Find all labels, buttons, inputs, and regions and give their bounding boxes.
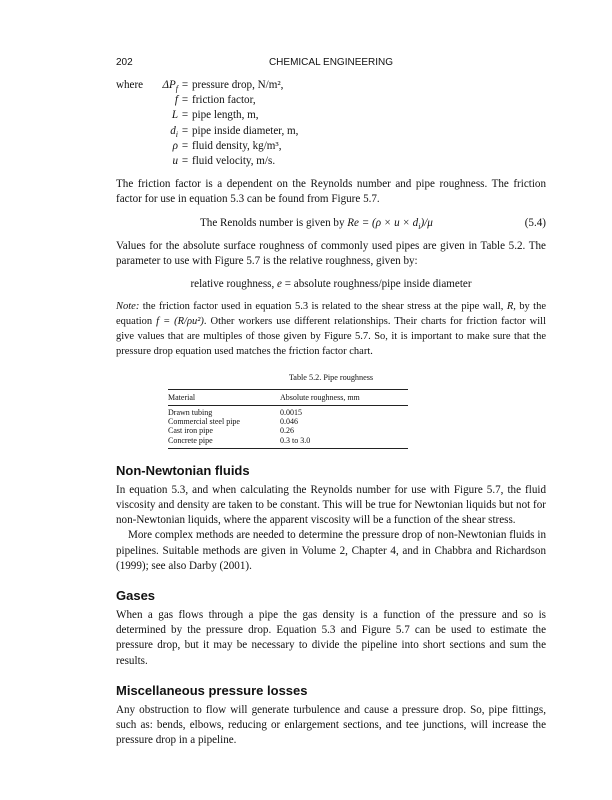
- non-newtonian-paragraph-1: In equation 5.3, and when calculating the Reynolds number for use with Figure 5.7, the fluid viscosity and density are taken to be constant. This will be true for Newtonian liquids but not for non-Newtonian liquids, where the apparent viscosity will be a function of the shear stress.: [116, 483, 546, 527]
- table-cell-roughness: 0.0015: [280, 407, 302, 417]
- equals-sign: =: [181, 94, 189, 107]
- body-content: [116, 78, 546, 748]
- table-row: [168, 417, 408, 426]
- equals-sign: =: [181, 154, 189, 167]
- equals-sign: =: [181, 79, 189, 91]
- table-cell-material: Concrete pipe: [168, 435, 213, 445]
- variable-symbol: f: [174, 94, 178, 107]
- non-newtonian-paragraph-2: More complex methods are needed to determine the pressure drop of non-Newtonian fluids in pipelines. Suitable methods are given in Volume 2, Chapter 4, and in Chabbra and Richardson (1999); see also Darby (2001).: [116, 529, 546, 572]
- variable-symbol: ρ: [172, 139, 178, 152]
- equation-number: (5.4): [524, 216, 546, 229]
- variable-symbol: $d_i$: [170, 124, 178, 139]
- equals-sign: =: [181, 139, 189, 152]
- note-paragraph: [116, 300, 546, 359]
- relative-roughness-equation: [116, 277, 546, 292]
- section-heading-non-newtonian: Non-Newtonian fluids: [116, 462, 250, 478]
- roughness-paragraph: Values for the absolute surface roughness of commonly used pipes are given in Table 5.2. The parameter to use with Figure 5.7 is the relative roughness, given by:: [116, 239, 546, 267]
- variable-symbol: $\Delta P_f$: [162, 79, 178, 94]
- note-text-2: , by the equation: [116, 301, 547, 328]
- variable-description: fluid velocity, m/s.: [192, 154, 276, 167]
- variable-definitions: [116, 78, 546, 169]
- variable-description: fluid density, kg/m³,: [192, 139, 282, 152]
- roughness-table: [168, 389, 408, 449]
- reynolds-formula: $Re = (\rho \times u \times d_i)/\mu$: [347, 216, 433, 231]
- page-number: 202: [116, 57, 133, 68]
- variable-symbol: L: [171, 109, 178, 122]
- section-heading-misc-losses: Miscellaneous pressure losses: [116, 682, 308, 698]
- variable-row: [116, 124, 546, 139]
- variable-description: pressure drop, N/m²,: [192, 79, 284, 91]
- table-header-row: [168, 393, 408, 402]
- table-cell-material: Drawn tubing: [168, 407, 213, 417]
- note-text-3: . Other workers use different relationships. Their charts for friction factor will give values that are multiples of those given by Figure 5.7. So, it is important to make sure that the pressure drop equation used matches the friction factor chart.: [116, 316, 546, 357]
- reynolds-equation-body: [200, 216, 433, 234]
- table-cell-roughness: 0.046: [280, 417, 298, 427]
- variable-row: [116, 78, 546, 93]
- table-cell-roughness: 0.26: [280, 426, 294, 436]
- variable-row: [116, 108, 546, 123]
- section-heading-gases: Gases: [116, 587, 156, 603]
- misc-losses-paragraph: Any obstruction to flow will generate turbulence and cause a pressure drop. So, pipe fittings, such as: bends, elbows, reducing or enlargement sections, and tee junctions, will increase the pressure drop in a pipeline.: [116, 703, 546, 747]
- variable-row: [116, 139, 546, 154]
- variable-description: friction factor,: [192, 94, 256, 107]
- variable-description: pipe length, m,: [192, 109, 259, 122]
- note-formula: f = (R/ρu²): [156, 316, 204, 328]
- note-symbol: R: [506, 301, 514, 313]
- reynolds-text: The Renolds number is given by: [200, 216, 348, 229]
- table-header-roughness: Absolute roughness, mm: [280, 392, 360, 402]
- note-text-1: the friction factor used in equation 5.3 is related to the shear stress at the pipe wall,: [139, 301, 507, 313]
- table-cell-roughness: 0.3 to 3.0: [280, 435, 311, 445]
- table-top-rule: [168, 389, 408, 390]
- variable-description: pipe inside diameter, m,: [192, 124, 299, 137]
- table-row: [168, 408, 408, 417]
- table-caption: Table 5.2. Pipe roughness: [288, 372, 374, 382]
- table-cell-material: Cast iron pipe: [168, 426, 213, 436]
- subscript: f: [175, 84, 178, 94]
- variables-intro: where: [116, 79, 144, 91]
- relative-roughness-prefix: relative roughness,: [190, 278, 278, 291]
- gases-paragraph: When a gas flows through a pipe the gas density is a function of the pressure and so is determined by the pressure drop. Equation 5.3 and Figure 5.7 can be used to estimate the pressure drop, but it may be necessary to divide the pipeline into short sections and sum the results.: [116, 608, 546, 667]
- table-header-material: Material: [168, 392, 196, 402]
- reynolds-equation: [116, 216, 546, 231]
- equals-sign: =: [181, 124, 189, 137]
- table-row: [168, 426, 408, 435]
- table-bottom-rule: [168, 448, 408, 449]
- variable-row: [116, 93, 546, 108]
- relative-roughness-rest: = absolute roughness/pipe inside diameter: [281, 278, 472, 291]
- variable-row: [116, 154, 546, 169]
- note-label: Note:: [116, 301, 140, 313]
- friction-factor-paragraph: The friction factor is a dependent on the Reynolds number and pipe roughness. The friction factor for use in equation 5.3 can be found from Figure 5.7.: [116, 178, 546, 206]
- table-cell-material: Commercial steel pipe: [168, 417, 240, 427]
- table-header-rule: [168, 405, 408, 406]
- table-row: [168, 436, 408, 445]
- equals-sign: =: [181, 109, 189, 122]
- running-head: [116, 57, 546, 71]
- subscript: i: [175, 129, 178, 139]
- running-title: CHEMICAL ENGINEERING: [268, 57, 394, 68]
- relative-roughness-symbol: e: [277, 278, 282, 291]
- variable-symbol: u: [172, 154, 178, 167]
